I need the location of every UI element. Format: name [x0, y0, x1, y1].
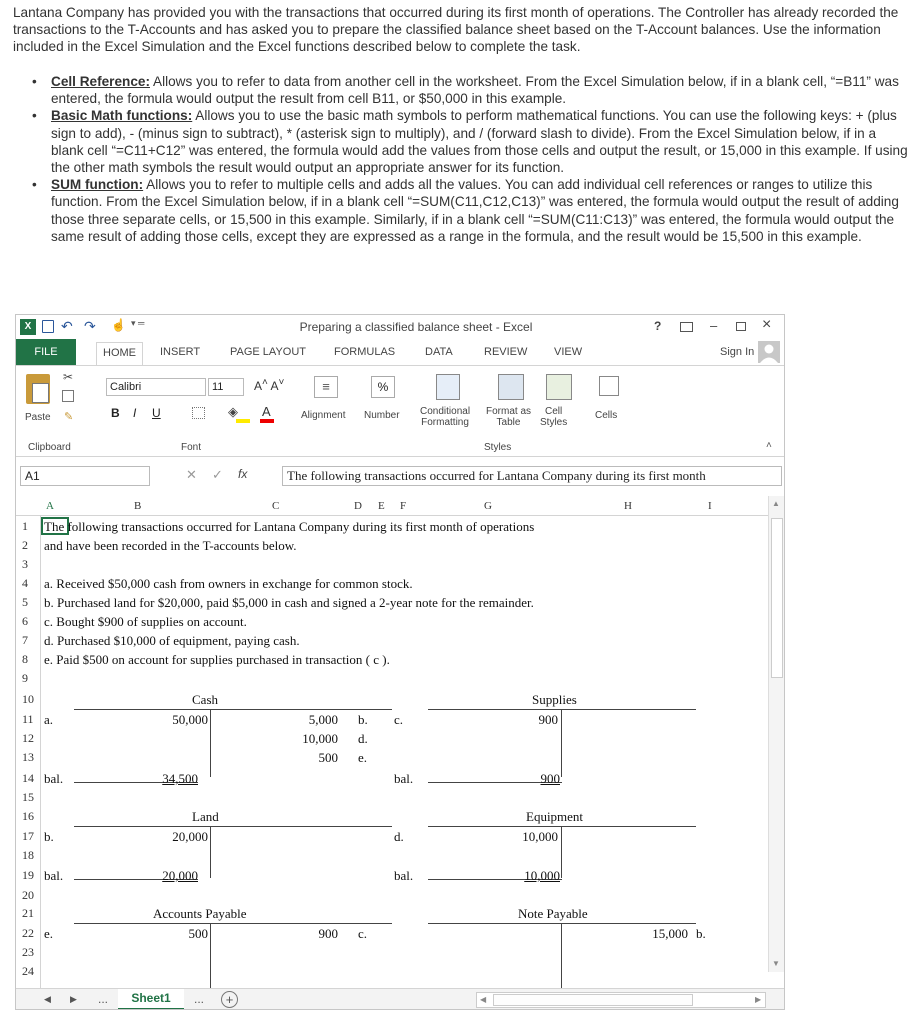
percent-icon[interactable]: %: [371, 376, 395, 398]
ap-debit-label[interactable]: e.: [44, 926, 54, 941]
row-header[interactable]: 8: [22, 652, 28, 666]
row-header[interactable]: 22: [22, 926, 34, 940]
avatar[interactable]: [758, 341, 780, 363]
minimize-icon[interactable]: –: [710, 318, 718, 333]
supplies-debit-label[interactable]: c.: [394, 712, 404, 727]
tab-view[interactable]: VIEW: [554, 346, 583, 358]
cash-credit-2-label[interactable]: d.: [358, 731, 368, 746]
cash-credit-1[interactable]: 5,000: [308, 712, 338, 727]
cash-title[interactable]: Cash: [192, 692, 218, 707]
scroll-down-icon[interactable]: ▼: [772, 959, 780, 968]
text-row-4[interactable]: a. Received $50,000 cash from owners in exchange for common stock.: [44, 576, 413, 591]
formula-input[interactable]: The following transactions occurred for Lantana Company during its first month: [282, 466, 782, 486]
excel-logo-icon: X: [20, 319, 36, 335]
tab-review[interactable]: REVIEW: [484, 346, 528, 358]
confirm-entry-icon[interactable]: ✓: [212, 467, 223, 482]
scroll-up-icon[interactable]: ▲: [772, 499, 780, 508]
row-header[interactable]: 12: [22, 731, 34, 745]
row-header[interactable]: 11: [22, 712, 34, 726]
row-header[interactable]: 1: [22, 519, 28, 533]
paste-label[interactable]: Paste: [25, 412, 51, 423]
italic-button[interactable]: I: [133, 406, 137, 420]
bullet-term: Cell Reference:: [51, 74, 150, 89]
row-header[interactable]: 17: [22, 829, 34, 843]
window-title: Preparing a classified balance sheet - Excel: [299, 320, 533, 334]
cs-label-2: Styles: [540, 417, 568, 428]
equipment-bal-label[interactable]: bal.: [394, 868, 414, 883]
fill-color-swatch: [236, 419, 250, 423]
worksheet-grid: [16, 496, 784, 1010]
excel-window: [15, 314, 785, 1010]
font-name-select[interactable]: Calibri: [106, 378, 206, 396]
t-account-divider: [561, 826, 562, 878]
alignment-icon[interactable]: ≡: [314, 376, 338, 398]
cells-label[interactable]: Cells: [595, 410, 618, 421]
text-row-6[interactable]: c. Bought $900 of supplies on account.: [44, 614, 247, 629]
cs-label-1: Cell: [545, 406, 563, 417]
text-row-5[interactable]: b. Purchased land for $20,000, paid $5,000 in cash and signed a 2-year note for the remainder.: [44, 595, 534, 610]
list-item: [32, 107, 908, 176]
ap-credit-label[interactable]: c.: [358, 926, 368, 941]
row-header[interactable]: 2: [22, 538, 28, 552]
row-header[interactable]: 18: [22, 848, 34, 862]
t-account-rule: [428, 923, 696, 924]
row-header[interactable]: 23: [22, 945, 34, 959]
row-header[interactable]: 7: [22, 633, 28, 647]
equipment-balance[interactable]: 10,000: [524, 868, 560, 883]
column-header[interactable]: H: [624, 500, 632, 512]
t-account-rule: [74, 826, 392, 827]
land-title[interactable]: Land: [192, 809, 219, 824]
text-row-1[interactable]: The following transactions occurred for Lantana Company during its first month of operations: [44, 519, 535, 534]
collapse-ribbon-icon[interactable]: ˄: [766, 440, 772, 451]
horizontal-scrollbar[interactable]: [476, 992, 766, 1008]
column-header[interactable]: E: [378, 500, 385, 512]
cash-credit-1-label[interactable]: b.: [358, 712, 368, 727]
conditional-formatting-icon[interactable]: [436, 374, 460, 400]
bullet-text: Allows you to refer to data from another cell in the worksheet. From the Excel Simulation below, if in a blank cell, “=B11” was entered, the formula would output the result from cell B11, or $50,000 in this example.: [51, 74, 899, 107]
tab-file[interactable]: FILE: [16, 339, 76, 365]
cash-credit-3[interactable]: 500: [318, 750, 338, 765]
scroll-thumb[interactable]: [771, 518, 783, 678]
function-list: [32, 73, 908, 245]
h-scroll-thumb[interactable]: [493, 994, 693, 1006]
redo-icon[interactable]: ↷: [84, 318, 96, 334]
prev-sheet-icon[interactable]: ◀: [44, 994, 51, 1004]
column-header[interactable]: G: [484, 500, 492, 512]
tab-insert[interactable]: INSERT: [160, 346, 201, 358]
font-size-select[interactable]: 11: [208, 378, 244, 396]
t-account-rule: [74, 923, 392, 924]
row-header[interactable]: 13: [22, 750, 34, 764]
name-box[interactable]: A1: [20, 466, 150, 486]
styles-group-label: Styles: [484, 442, 512, 453]
cut-icon[interactable]: ✂: [63, 370, 74, 384]
clipboard-group-label: Clipboard: [28, 442, 71, 453]
t-account-divider: [210, 709, 211, 777]
undo-icon[interactable]: ↶: [61, 318, 73, 334]
row-header[interactable]: 21: [22, 906, 34, 920]
column-header[interactable]: F: [400, 500, 407, 512]
ap-credit-value[interactable]: 900: [318, 926, 338, 941]
np-credit-value[interactable]: 15,000: [652, 926, 688, 941]
font-color-icon[interactable]: A: [262, 404, 271, 419]
column-header[interactable]: I: [708, 500, 712, 512]
equipment-debit-label[interactable]: d.: [394, 829, 404, 844]
supplies-title[interactable]: Supplies: [532, 692, 577, 707]
row-header[interactable]: 15: [22, 790, 34, 804]
bold-button[interactable]: B: [111, 406, 120, 420]
fill-color-icon[interactable]: ◈: [228, 404, 238, 419]
row-header[interactable]: 5: [22, 595, 28, 609]
land-balance[interactable]: 20,000: [162, 868, 198, 883]
t-account-divider: [210, 923, 211, 988]
row-header[interactable]: 19: [22, 868, 34, 882]
tab-home[interactable]: HOME: [96, 342, 143, 365]
format-painter-icon[interactable]: ✎: [64, 411, 74, 423]
cash-debit-label[interactable]: a.: [44, 712, 54, 727]
ft-label-2: Table: [496, 417, 521, 428]
ribbon-tabs: [16, 339, 784, 365]
customize-qat-icon[interactable]: ▾ ═: [131, 318, 145, 328]
column-header[interactable]: D: [354, 500, 362, 512]
row-header-divider: [40, 516, 41, 988]
ft-label-1: Format as: [486, 406, 532, 417]
cash-debit-value[interactable]: 50,000: [172, 712, 208, 727]
close-icon[interactable]: ×: [762, 316, 772, 333]
more-sheets-right[interactable]: ...: [194, 992, 205, 1006]
supplies-debit-value[interactable]: 900: [538, 712, 558, 727]
number-label[interactable]: Number: [364, 410, 400, 421]
row-header[interactable]: 10: [22, 692, 34, 706]
row-header[interactable]: 20: [22, 888, 34, 902]
touch-mode-icon[interactable]: ☝: [111, 318, 126, 332]
column-headers: [16, 496, 784, 516]
scroll-left-icon[interactable]: ◀: [480, 995, 487, 1004]
underline-button[interactable]: U: [152, 406, 161, 420]
format-as-table-label[interactable]: [486, 406, 531, 428]
paste-icon[interactable]: [26, 374, 50, 404]
bullet-term: Basic Math functions:: [51, 108, 193, 124]
cash-credit-3-label[interactable]: e.: [358, 750, 368, 765]
t-account-rule: [74, 709, 392, 710]
land-bal-label[interactable]: bal.: [44, 868, 64, 883]
tab-page-layout[interactable]: PAGE LAYOUT: [230, 346, 307, 358]
land-debit-value[interactable]: 20,000: [172, 829, 208, 844]
row-header[interactable]: 24: [22, 964, 34, 978]
formula-bar: [16, 464, 784, 488]
tab-data[interactable]: DATA: [425, 346, 453, 358]
column-header[interactable]: B: [134, 500, 142, 512]
row-header[interactable]: 3: [22, 557, 28, 571]
title-bar: [16, 315, 784, 339]
equipment-title[interactable]: Equipment: [526, 809, 584, 824]
user-icon: [758, 341, 780, 363]
sheet-tab-bar: [16, 988, 784, 1010]
cash-bal-label[interactable]: bal.: [44, 771, 64, 786]
land-debit-label[interactable]: b.: [44, 829, 54, 844]
ap-debit-value[interactable]: 500: [188, 926, 208, 941]
tab-formulas[interactable]: FORMULAS: [334, 346, 396, 358]
row-header[interactable]: 4: [22, 576, 28, 590]
ribbon: [16, 365, 784, 457]
supplies-balance[interactable]: 900: [540, 771, 560, 786]
supplies-bal-label[interactable]: bal.: [394, 771, 414, 786]
equipment-debit-value[interactable]: 10,000: [522, 829, 558, 844]
bullet-text: Allows you to use the basic math symbols to perform mathematical functions. You can use the following keys: + (plus sign to add), - (minus sign to subtract), * (asterisk sign to multiply), and / (forward slash to divide). From the Excel Simulation below, if in a blank cell “=C11+C12” was entered, the formula would add the values from those cells and output the result, or 15,000 in this example. If using the other math symbols the result would output an appropriate answer for its function.: [51, 108, 908, 176]
intro-paragraph: Lantana Company has provided you with the transactions that occurred during its first month of operations. The Controller has already recorded the transactions to the T-Accounts and has asked you to prepare the classified balance sheet based on the T-Account balances. Use the information included in the Excel Simulation and the Excel functions described below to complete the task.: [13, 5, 899, 55]
copy-icon[interactable]: [62, 390, 74, 402]
sign-in-link[interactable]: Sign In: [720, 346, 755, 358]
font-color-swatch: [260, 419, 274, 423]
more-sheets-left[interactable]: ...: [98, 992, 109, 1006]
np-credit-label[interactable]: b.: [696, 926, 706, 941]
alignment-label[interactable]: Alignment: [301, 410, 346, 421]
cash-credit-2[interactable]: 10,000: [302, 731, 338, 746]
list-item: [32, 176, 908, 245]
cells-icon[interactable]: [599, 376, 619, 396]
add-sheet-icon[interactable]: +: [221, 991, 238, 1008]
row-header[interactable]: 16: [22, 809, 34, 823]
t-account-rule: [428, 826, 696, 827]
t-account-rule: [428, 709, 696, 710]
vertical-scrollbar[interactable]: [768, 496, 784, 972]
insert-function-icon[interactable]: fx: [238, 467, 248, 481]
list-item: [32, 73, 908, 107]
column-header[interactable]: C: [272, 500, 280, 512]
cell-styles-icon[interactable]: [546, 374, 572, 400]
help-icon[interactable]: ?: [654, 319, 662, 333]
restore-icon[interactable]: [736, 322, 746, 331]
format-as-table-icon[interactable]: [498, 374, 524, 400]
sheet-tab[interactable]: Sheet1: [118, 989, 184, 1010]
borders-icon[interactable]: [192, 407, 205, 419]
cell-styles-label[interactable]: [540, 406, 567, 428]
ribbon-display-icon[interactable]: [680, 322, 693, 332]
cancel-entry-icon[interactable]: ✕: [186, 467, 197, 482]
next-sheet-icon[interactable]: ▶: [70, 994, 77, 1004]
t-account-divider: [561, 923, 562, 988]
bullet-term: SUM function:: [51, 177, 144, 193]
scroll-right-icon[interactable]: ▶: [755, 995, 762, 1004]
cf-label-2: Formatting: [421, 417, 469, 428]
text-row-2[interactable]: and have been recorded in the T-accounts below.: [44, 538, 297, 553]
conditional-formatting-label[interactable]: [420, 406, 470, 428]
t-account-divider: [561, 709, 562, 777]
text-row-8[interactable]: e. Paid $500 on account for supplies purchased in transaction ( c ).: [44, 652, 390, 667]
cash-balance[interactable]: 34,500: [162, 771, 198, 786]
row-header[interactable]: 6: [22, 614, 28, 628]
ap-title[interactable]: Accounts Payable: [153, 906, 247, 921]
font-group-label: Font: [181, 442, 202, 453]
increase-font-icon[interactable]: A˄ A˅: [254, 377, 285, 393]
bullet-text: Allows you to refer to multiple cells and adds all the values. You can add individual cell references or ranges to utilize this function. From the Excel Simulation below, if in a blank cell “=SUM(C11,C12,C13)” was entered, the formula would output the result of adding those three separate cells, or 15,500 in this example. Similarly, if in a blank cell “=SUM(C11:C13)” was entered, the formula would output the same result of adding those cells, except they are expressed as a range in the formula, and the result would be 15,500 in this example.: [51, 177, 899, 244]
t-account-divider: [210, 826, 211, 878]
row-header[interactable]: 14: [22, 771, 34, 785]
cf-label-1: Conditional: [420, 406, 471, 417]
column-header[interactable]: A: [46, 500, 54, 512]
text-row-7[interactable]: d. Purchased $10,000 of equipment, paying cash.: [44, 633, 300, 648]
row-header[interactable]: 9: [22, 671, 28, 685]
np-title[interactable]: Note Payable: [518, 906, 588, 921]
